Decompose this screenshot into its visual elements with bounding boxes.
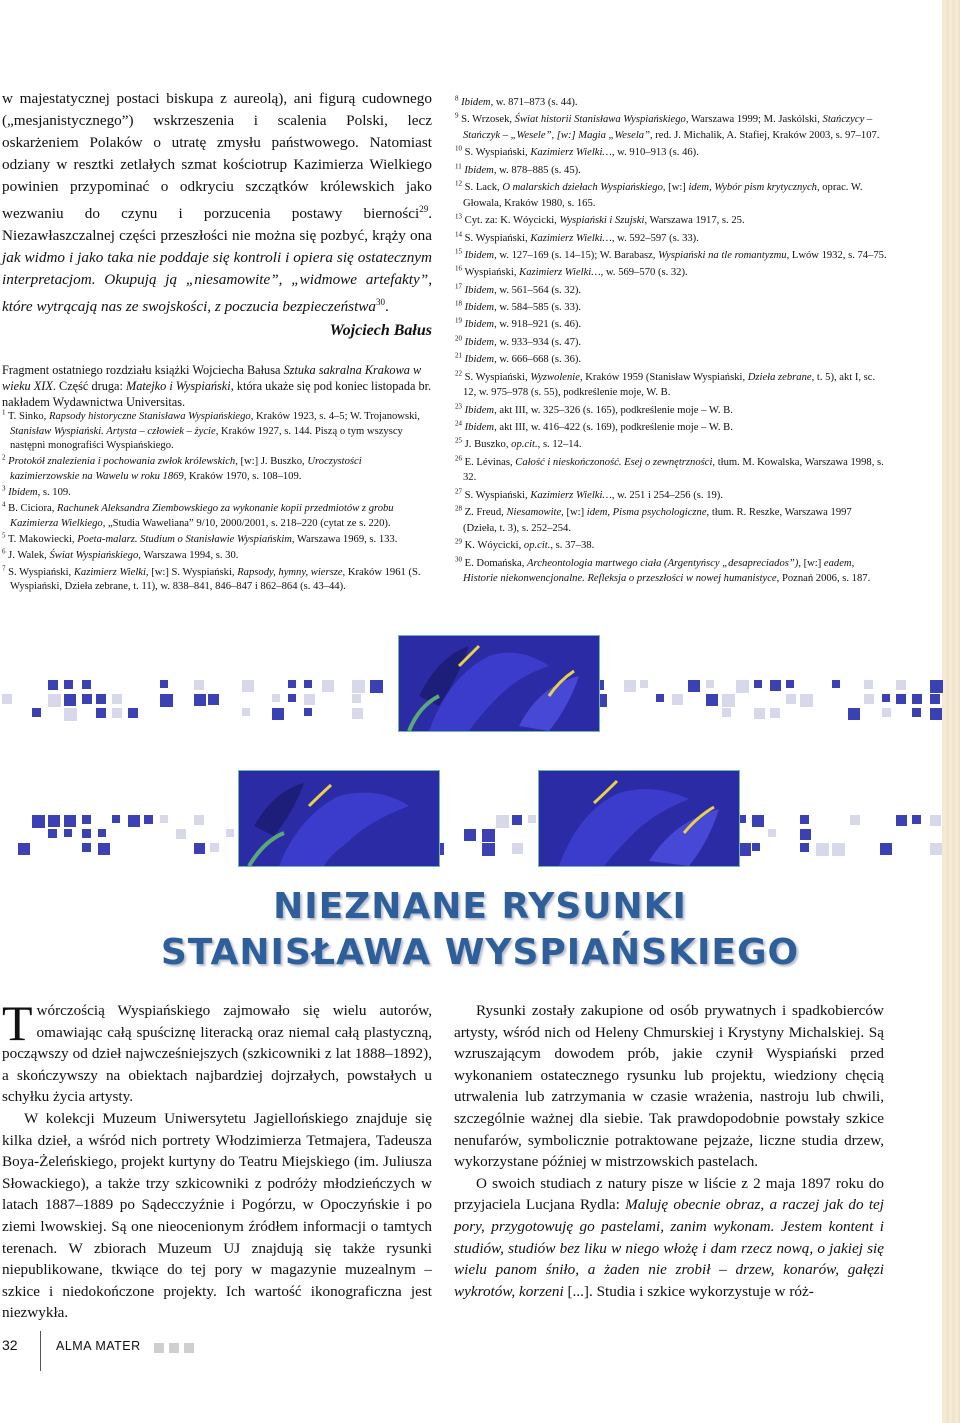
mosaic-square bbox=[160, 815, 168, 823]
footer-square-icon bbox=[184, 1343, 194, 1353]
mosaic-square bbox=[370, 680, 383, 693]
mosaic-square bbox=[912, 694, 922, 704]
mosaic-square bbox=[800, 843, 809, 852]
mosaic-square bbox=[48, 829, 57, 838]
mosaic-square bbox=[82, 680, 91, 689]
mosaic-square bbox=[304, 708, 312, 716]
mosaic-square bbox=[882, 708, 891, 717]
iris-tile-image bbox=[238, 770, 440, 867]
mosaic-square bbox=[722, 694, 735, 707]
footnote: $^{26}$ E. Lévinas, Całość i nieskończoność. Esej o zewnętrzności, tłum. M. Kowalska, Warszawa 1998, s. 32. bbox=[455, 454, 884, 484]
iris-tile-image bbox=[398, 635, 600, 732]
mosaic-square bbox=[98, 829, 106, 837]
mosaic-square bbox=[352, 680, 365, 693]
footnote: $^{30}$ E. Domańska, Archeontologia martwego ciała (Argentyńscy „desapreciados”), [w:] eadem, Historie niekonwencjonalne. Refleksja o przeszłości w nowej humanistyce, Poznań 2006, s. 187. bbox=[455, 555, 871, 585]
footnote: $^5$ T. Makowiecki, Poeta-malarz. Studium o Stanisławie Wyspiańskim, Warszawa 1969, s. 133. bbox=[2, 531, 398, 546]
mosaic-square bbox=[64, 708, 77, 721]
mosaic-square bbox=[930, 694, 940, 704]
mosaic-square bbox=[656, 694, 664, 702]
mosaic-square bbox=[32, 815, 45, 828]
mosaic-square bbox=[64, 815, 76, 827]
mosaic-square bbox=[770, 708, 780, 718]
footnote: $^9$ S. Wrzosek, Świat historii Stanisława Wyspiańskiego, Warszawa 1999; M. Jaskólski, Stańczycy – Stańczyk – „Wesele”, [w:] Magia „Wesela”, red. J. Michalik, A. Stafiej, Kraków 2003, s. 97–107. bbox=[455, 111, 880, 141]
body-paragraph: Twórczością Wyspiańskiego zajmowało się wielu autorów, omawiając całą spuściznę literacką oraz niemal całą plastyczną, począwszy od dzieł najwcześniejszych (szkicowniki z lat 1888–1892), a skończywszy na obiektach najbardziej dojrzałych, powstałych u schyłku życia artysty. bbox=[2, 995, 432, 1106]
mosaic-square bbox=[32, 708, 41, 717]
footnote: $^7$ S. Wyspiański, Kazimierz Wielki, [w:] S. Wyspiański, Rapsody, hymny, wiersze, Kraków 1961 (S. Wyspiański, Dzieła zebrane, t. 11), w. 838–841, 846–847 i 862–864 (s. 43–44). bbox=[2, 564, 421, 593]
mosaic-square bbox=[482, 829, 495, 842]
mosaic-square bbox=[912, 815, 921, 824]
mosaic-pattern bbox=[0, 815, 960, 859]
author-signature: Wojciech Bałus bbox=[329, 322, 432, 340]
mosaic-square bbox=[194, 843, 205, 854]
footnote: $^3$ Ibidem, s. 109. bbox=[2, 484, 71, 499]
mosaic-square bbox=[624, 680, 636, 692]
mosaic-square bbox=[896, 680, 906, 690]
footnote: $^{29}$ K. Wóycicki, op.cit., s. 37–38. bbox=[455, 537, 595, 552]
mosaic-square bbox=[464, 829, 476, 841]
footnote: $^{22}$ S. Wyspiański, Wyzwolenie, Kraków 1959 (Stanisław Wyspiański, Dzieła zebrane, t. 5), akt I, sc. 12, w. 975–978 (s. 55), podkreślenie moje, W. B. bbox=[455, 369, 876, 399]
mosaic-square bbox=[2, 694, 12, 704]
footnote: $^{13}$ Cyt. za: K. Wóycicki, Wyspiański i Szujski, Warszawa 1917, s. 25. bbox=[455, 212, 745, 227]
footnote: $^{12}$ S. Lack, O malarskich dziełach Wyspiańskiego, [w:] idem, Wybór pism krytycznych, oprac. W. Głowala, Kraków 1980, s. 165. bbox=[455, 179, 863, 209]
iris-tile-image bbox=[538, 770, 740, 867]
mosaic-square bbox=[64, 680, 73, 689]
mosaic-square bbox=[528, 815, 536, 823]
article-headline-line-1: NIEZNANE RYSUNKI bbox=[273, 886, 687, 927]
mosaic-square bbox=[800, 694, 813, 707]
mosaic-square bbox=[48, 680, 58, 690]
mosaic-square bbox=[82, 815, 91, 824]
body-paragraph: W kolekcji Muzeum Uniwersytetu Jagiellońskiego znajduje się kilka dzieł, a wśród nich portrety Włodzimierza Tetmajera, Tadeusza Boya-Żeleńskiego, projekt kurtyny do Teatru Miejskiego (im. Juliusza Słowackiego), a także trzy szkicowniki z podróży młodzieńczych w latach 1887–1889 po Sądecczyźnie i Pogórzu, w Opoczyńskie i po ziemi lwowskiej. Są one nieocenionym źródłem informacji o tamtych terenach. W zbiorach Muzeum UJ znajdują się także rysunki niepublikowane, tkwiące do tej pory w magazynie muzealnym – szkice i niedokończone projekty. Ich wartość ikonograficzna jest niezwykła. bbox=[2, 1109, 432, 1322]
mosaic-square bbox=[752, 815, 764, 827]
mosaic-square bbox=[288, 694, 296, 702]
mosaic-square bbox=[210, 843, 219, 852]
mosaic-square bbox=[800, 829, 811, 840]
mosaic-square bbox=[226, 829, 234, 837]
mosaic-square bbox=[288, 680, 296, 688]
mosaic-square bbox=[930, 708, 942, 720]
footnotes-right bbox=[455, 95, 887, 589]
mosaic-square bbox=[786, 680, 794, 688]
decorative-band-top bbox=[0, 640, 960, 730]
mosaic-square bbox=[128, 815, 140, 827]
footnote: $^{23}$ Ibidem, akt III, w. 325–326 (s. 165), podkreślenie moje – W. B. bbox=[455, 402, 733, 416]
article-continuation bbox=[2, 88, 432, 410]
mosaic-square bbox=[688, 680, 700, 692]
mosaic-square bbox=[912, 708, 921, 717]
mosaic-square bbox=[96, 694, 106, 704]
mosaic-square bbox=[770, 680, 781, 691]
mosaic-square bbox=[128, 708, 138, 718]
mosaic-square bbox=[194, 694, 206, 706]
body-column-right bbox=[454, 1000, 884, 1302]
footnote: $^{28}$ Z. Freud, Niesamowite, [w:] idem, Pisma psychologiczne, tłum. R. Reszke, Warszawa 1997 (Dzieła, t. 3), s. 252–254. bbox=[455, 504, 852, 534]
mosaic-square bbox=[160, 694, 173, 707]
mosaic-square bbox=[930, 680, 943, 693]
mosaic-square bbox=[176, 829, 186, 839]
mosaic-square bbox=[768, 829, 776, 837]
footnote: $^{21}$ Ibidem, w. 666–668 (s. 36). bbox=[455, 351, 582, 366]
mosaic-square bbox=[930, 843, 942, 855]
mosaic-square bbox=[512, 843, 523, 854]
mosaic-square bbox=[82, 843, 91, 852]
footnote: $^{15}$ Ibidem, w. 127–169 (s. 14–15); W. Barabasz, Wyspiański na tle romantyzmu, Lwów 1932, s. 74–75. bbox=[455, 247, 887, 261]
body-paragraph: Rysunki zostały zakupione od osób prywatnych i spadkobierców artysty, wśród nich od Heleny Chmurskiej i Krystyny Michalskiej. Są wzruszającym dowodem prób, jakie czynił Wyspiański przed wykonaniem ostatecznego rysunku lub projektu, wiedziony chęcią utrwalenia lub zatrzymania w czasie wrażenia, nastroju lub chwili, szczególnie ważnej dla siebie. Tak prawdopodobnie powstały szkice nenufarów, symbolicznie potraktowane pejzaże, liczne studia drzew, wykorzystane później w mistrzowskich pastelach. bbox=[454, 1002, 884, 1171]
mosaic-square bbox=[48, 694, 61, 707]
mosaic-square bbox=[242, 680, 254, 692]
mosaic-square bbox=[496, 815, 509, 828]
mosaic-square bbox=[832, 843, 845, 856]
mosaic-square bbox=[896, 694, 906, 704]
footnote: $^1$ T. Sinko, Rapsody historyczne Stanisława Wyspiańskiego, Kraków 1923, s. 4–5; W. Trojanowski, Stanisław Wyspiański. Artysta – człowiek – życie, Kraków 1927, s. 144. Piszą o tym wszyscy następni monografiści Wyspiańskiego. bbox=[2, 408, 420, 451]
mosaic-square bbox=[848, 708, 860, 720]
source-note: Fragment ostatniego rozdziału książki Wojciecha Bałusa Sztuka sakralna Krakowa w wieku XIX. Część druga: Matejko i Wyspiański, która ukaże się pod koniec listopada br. nakładem Wydawnictwa Universitas. bbox=[2, 363, 432, 410]
decorative-band-bottom bbox=[0, 775, 960, 865]
mosaic-square bbox=[816, 843, 829, 856]
mosaic-square bbox=[144, 815, 153, 824]
mosaic-square bbox=[736, 680, 749, 693]
article-paragraph: w majestatycznej postaci biskupa z aureolą), ani figurą cudownego („mesjanistycznego”) wskrzeszenia i scalenia Polski, lecz oskarżeniem Polaków o utratę zmysłu państwowego. Natomiast odziany w resztki zetlałych szmat kościotrup Kazimierza Wielkiego powinien przypominać o odkryciu szczątków królewskich jako wezwaniu do czynu i porzucenia postawy bierności$^{29}$. Niezawłaszczalnej części przeszłości nie można się pozbyć, krąży ona jak widmo i jako taka nie poddaje się kontroli i opiera się ostatecznym interpretacjom. Okupują ją „niesamowite”, „widmowe artefakty”, które wytrącają nas ze swojskości, z poczucia bezpieczeństwa$^{30}$. bbox=[2, 90, 432, 316]
mosaic-square bbox=[864, 694, 874, 704]
footnote: $^{16}$ Wyspiański, Kazimierz Wielki…, w. 569–570 (s. 32). bbox=[455, 264, 688, 279]
body-paragraph: O swoich studiach z natury pisze w liście z 2 maja 1897 roku do przyjaciela Lucjana Rydla: Maluję obecnie obraz, a raczej jak do tej pory, przygotowuję go pastelami, zanim wykonam. Jestem kontent i studiów, studiów bez liku w niego włożę i dam rzecz nową, o jakiej się wielu panom śniło, a żaden nie zrobił – drzew, konarów, gałęzi wykrotów, korzeni [...]. Studia i szkice wykorzystuje w róż- bbox=[454, 1174, 885, 1300]
article-headline-line-2: STANISŁAWA WYSPIAŃSKIEGO bbox=[160, 932, 800, 973]
mosaic-square bbox=[64, 829, 72, 837]
mosaic-square bbox=[672, 694, 683, 705]
footnote: $^{17}$ Ibidem, w. 561–564 (s. 32). bbox=[455, 282, 582, 296]
mosaic-square bbox=[706, 694, 718, 706]
mosaic-square bbox=[880, 843, 892, 855]
mosaic-square bbox=[64, 694, 76, 706]
mosaic-square bbox=[882, 694, 890, 702]
mosaic-square bbox=[48, 815, 60, 827]
mosaic-square bbox=[850, 815, 860, 825]
mosaic-square bbox=[322, 680, 334, 692]
footnote: $^{19}$ Ibidem, w. 918–921 (s. 46). bbox=[455, 316, 582, 331]
footnote: $^{11}$ Ibidem, w. 878–885 (s. 45). bbox=[455, 162, 581, 176]
mosaic-square bbox=[754, 680, 762, 688]
mosaic-square bbox=[304, 694, 315, 705]
footnote: $^{25}$ J. Buszko, op.cit., s. 12–14. bbox=[455, 436, 582, 451]
page-number: 32 bbox=[2, 1337, 18, 1353]
mosaic-square bbox=[864, 680, 873, 689]
mosaic-square bbox=[96, 708, 106, 718]
footnotes-left bbox=[2, 410, 432, 597]
mosaic-square bbox=[482, 843, 495, 856]
mosaic-square bbox=[112, 815, 120, 823]
mosaic-square bbox=[272, 708, 284, 720]
drop-cap: T bbox=[2, 995, 33, 1051]
body-column-left bbox=[2, 995, 432, 1324]
mosaic-square bbox=[112, 694, 122, 704]
mosaic-square bbox=[352, 694, 361, 703]
mosaic-square bbox=[194, 680, 204, 690]
mosaic-square bbox=[208, 694, 219, 705]
mosaic-square bbox=[832, 680, 840, 688]
mosaic-square bbox=[304, 680, 312, 688]
mosaic-square bbox=[272, 694, 280, 702]
footnote: $^{24}$ Ibidem, akt III, w. 416–422 (s. 169), podkreślenie moje – W. B. bbox=[455, 419, 733, 434]
mosaic-square bbox=[112, 708, 122, 718]
mosaic-square bbox=[640, 680, 648, 688]
mosaic-square bbox=[18, 843, 30, 855]
mosaic-square bbox=[786, 694, 796, 704]
mosaic-square bbox=[800, 815, 809, 824]
footnote: $^4$ B. Ciciora, Rachunek Aleksandra Ziembowskiego za wykonanie kopii przedmiotów z grobu Kazimierza Wielkiego, „Studia Waweliana” 9/10, 2000/2001, s. 218–220 (cytat ze s. 220). bbox=[2, 500, 394, 529]
mosaic-square bbox=[930, 815, 941, 826]
footnote: $^{27}$ S. Wyspiański, Kazimierz Wielki…, w. 251 i 254–256 (s. 19). bbox=[455, 487, 723, 501]
journal-name: ALMA MATER bbox=[56, 1339, 141, 1353]
footnote: $^2$ Protokół znalezienia i pochowania zwłok królewskich, [w:] J. Buszko, Uroczystości kazimierzowskie na Wawelu w roku 1869, Kraków 1970, s. 108–109. bbox=[2, 453, 362, 482]
mosaic-square bbox=[160, 680, 168, 688]
footnote: $^{10}$ S. Wyspiański, Kazimierz Wielki…, w. 910–913 (s. 46). bbox=[455, 144, 699, 159]
footnote: $^{18}$ Ibidem, w. 584–585 (s. 33). bbox=[455, 299, 582, 314]
footnote: $^{20}$ Ibidem, w. 933–934 (s. 47). bbox=[455, 334, 582, 348]
mosaic-square bbox=[352, 708, 363, 719]
footnote: $^{14}$ S. Wyspiański, Kazimierz Wielki…, w. 592–597 (s. 33). bbox=[455, 230, 699, 244]
mosaic-square bbox=[896, 815, 907, 826]
page-footer bbox=[0, 1337, 400, 1361]
mosaic-square bbox=[706, 680, 714, 688]
mosaic-square bbox=[82, 829, 91, 838]
mosaic-square bbox=[242, 708, 250, 716]
mosaic-square bbox=[98, 843, 110, 855]
mosaic-square bbox=[754, 708, 765, 719]
footer-square-icon bbox=[169, 1343, 179, 1353]
mosaic-square bbox=[752, 843, 760, 851]
footnote: $^6$ J. Walek, Świat Wyspiańskiego, Warszawa 1994, s. 30. bbox=[2, 547, 239, 562]
mosaic-square bbox=[722, 708, 731, 717]
mosaic-square bbox=[512, 815, 522, 825]
mosaic-square bbox=[82, 694, 92, 704]
footer-divider bbox=[40, 1331, 41, 1371]
mosaic-square bbox=[194, 815, 204, 825]
footer-square-icon bbox=[154, 1343, 164, 1353]
footnote: $^8$ Ibidem, w. 871–873 (s. 44). bbox=[455, 94, 578, 108]
